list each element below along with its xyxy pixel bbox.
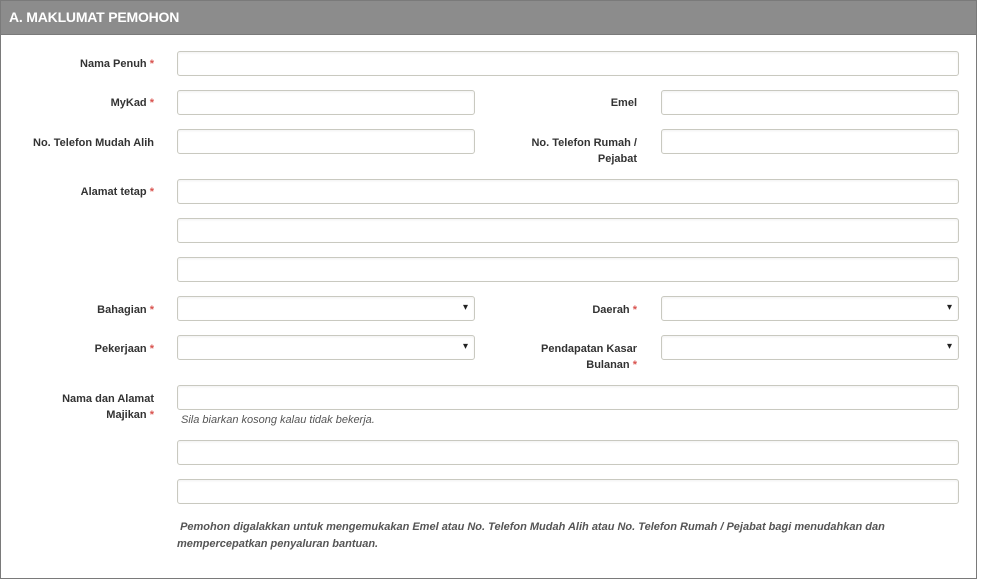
section-header bbox=[1, 1, 976, 35]
chevron-down-icon: ▾ bbox=[946, 341, 952, 352]
chevron-down-icon: ▾ bbox=[462, 341, 468, 352]
required-marker: * bbox=[149, 97, 154, 109]
occupation-label: Pekerjaan * bbox=[94, 343, 154, 355]
employer-line-2-input[interactable] bbox=[177, 440, 959, 465]
mykad-label: MyKad * bbox=[110, 97, 154, 109]
employer-line-1-input[interactable] bbox=[177, 385, 959, 410]
district-select[interactable] bbox=[661, 296, 959, 321]
section-title: A. MAKLUMAT PEMOHON bbox=[9, 9, 180, 25]
required-marker: * bbox=[149, 186, 154, 198]
email-label: Emel bbox=[610, 97, 637, 109]
required-marker: * bbox=[149, 58, 154, 70]
mykad-input[interactable] bbox=[177, 90, 475, 115]
full-name-label: Nama Penuh * bbox=[80, 58, 154, 70]
employer-help-text: Sila biarkan kosong kalau tidak bekerja. bbox=[181, 414, 375, 426]
address-line-2-input[interactable] bbox=[177, 218, 959, 243]
address-label: Alamat tetap * bbox=[80, 186, 154, 198]
contact-note: Pemohon digalakkan untuk mengemukakan Emel atau No. Telefon Mudah Alih atau No. Telefon Rumah / Pejabat bagi menudahkan dan mempercepatkan penyaluran bantuan. bbox=[177, 521, 885, 550]
required-marker: * bbox=[149, 343, 154, 355]
chevron-down-icon: ▾ bbox=[946, 302, 952, 313]
monthly-income-select[interactable] bbox=[661, 335, 959, 360]
mobile-phone-input[interactable] bbox=[177, 129, 475, 154]
division-label: Bahagian * bbox=[97, 304, 154, 316]
employer-label: Nama dan Alamat Majikan * bbox=[62, 393, 154, 421]
division-select[interactable] bbox=[177, 296, 475, 321]
required-marker: * bbox=[632, 359, 637, 371]
chevron-down-icon: ▾ bbox=[462, 302, 468, 313]
address-line-3-input[interactable] bbox=[177, 257, 959, 282]
email-input[interactable] bbox=[661, 90, 959, 115]
home-office-phone-input[interactable] bbox=[661, 129, 959, 154]
occupation-select[interactable] bbox=[177, 335, 475, 360]
mobile-phone-label: No. Telefon Mudah Alih bbox=[33, 137, 154, 149]
district-label: Daerah * bbox=[592, 304, 637, 316]
home-office-phone-label: No. Telefon Rumah / Pejabat bbox=[531, 137, 637, 165]
required-marker: * bbox=[149, 409, 154, 421]
monthly-income-label: Pendapatan Kasar Bulanan * bbox=[541, 343, 637, 371]
address-line-1-input[interactable] bbox=[177, 179, 959, 204]
required-marker: * bbox=[632, 304, 637, 316]
full-name-input[interactable] bbox=[177, 51, 959, 76]
employer-line-3-input[interactable] bbox=[177, 479, 959, 504]
required-marker: * bbox=[149, 304, 154, 316]
